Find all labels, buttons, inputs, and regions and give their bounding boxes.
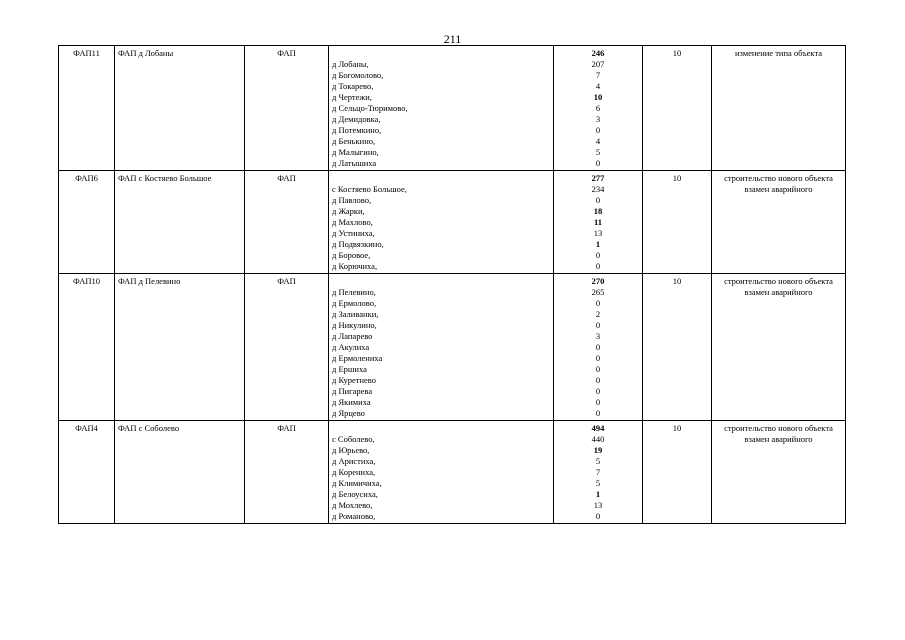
locality-population: 19 [593,445,603,455]
population-total: 494 [591,423,605,433]
locality-population: 265 [591,287,605,297]
locality-population: 1 [595,239,601,249]
locality-name: д Пигарева [332,386,373,396]
locality-name: д Бенькино, [332,136,376,146]
locality-name: д Ермолово, [332,298,377,308]
locality-name: д Акулиха [332,342,370,352]
locality-name: д Корючиха, [332,261,378,271]
locality-name: д Заливанки, [332,309,379,319]
locality-population: 3 [595,114,601,124]
locality-name: д Богомолово, [332,70,384,80]
localities-spacer [332,276,550,287]
locality-name: д Никулино, [332,320,377,330]
locality-name: д Малыгино, [332,147,379,157]
locality-name: д Ярцево [332,408,365,418]
locality-name: д Куретнево [332,375,376,385]
locality-name: д Латышиха [332,158,377,168]
facility-code-cell: ФАП11 [59,46,115,171]
facility-type-cell: ФАП [245,274,329,421]
locality-population: 0 [595,511,601,521]
table-row [59,421,846,524]
locality-name: д Павлово, [332,195,372,205]
locality-name: д Лобаны, [332,59,369,69]
facility-name-cell: ФАП с Костяево Большое [115,171,245,274]
facility-name-cell: ФАП д Лобаны [115,46,245,171]
locality-name: д Ершиха [332,364,367,374]
locality-population: 4 [595,136,601,146]
locality-name: д Сельцо-Тюримово, [332,103,408,113]
facility-table-body [59,46,846,524]
locality-name: д Токарево, [332,81,374,91]
locality-population: 7 [595,70,601,80]
locality-population: 0 [595,408,601,418]
locality-population: 0 [595,342,601,352]
population-total: 277 [591,173,605,183]
locality-population: 13 [593,228,603,238]
population-cell [554,421,643,524]
locality-population: 234 [591,184,605,194]
locality-population: 10 [593,92,603,102]
facility-type-cell: ФАП [245,171,329,274]
locality-name: д Якимиха [332,397,371,407]
table-row [59,171,846,274]
locality-population: 0 [595,386,601,396]
population-cell [554,274,643,421]
page-number: 211 [443,32,462,46]
table-row [59,274,846,421]
note-cell: изменение типа объекта [712,46,846,171]
locality-population: 0 [595,298,601,308]
locality-population: 1 [595,489,601,499]
locality-name: д Чертежи, [332,92,372,102]
facility-name-cell: ФАП д Пелевино [115,274,245,421]
locality-name: д Аристиха, [332,456,376,466]
locality-name: д Жарки, [332,206,365,216]
locality-population: 2 [595,309,601,319]
locality-name: д Белоусиха, [332,489,378,499]
locality-population: 3 [595,331,601,341]
locality-name: д Боровое, [332,250,371,260]
locality-population: 0 [595,250,601,260]
locality-name: д Демидовка, [332,114,381,124]
locality-population: 0 [595,320,601,330]
locality-population: 0 [595,195,601,205]
locality-population: 11 [593,217,603,227]
locality-name: с Костяево Большое, [332,184,407,194]
note-cell: строительство нового объекта взамен аварийного [712,421,846,524]
population-cell [554,46,643,171]
locality-population: 207 [591,59,605,69]
facility-code-cell: ФАП4 [59,421,115,524]
table-row [59,46,846,171]
locality-population: 5 [595,478,601,488]
radius-cell: 10 [643,274,712,421]
locality-population: 0 [595,125,601,135]
localities-spacer [332,423,550,434]
locality-population: 5 [595,147,601,157]
locality-name: д Подвязкино, [332,239,384,249]
localities-cell [329,171,554,274]
locality-population: 0 [595,364,601,374]
localities-spacer [332,48,550,59]
locality-population: 0 [595,353,601,363]
locality-name: д Романово, [332,511,376,521]
facility-table [58,45,846,524]
radius-cell: 10 [643,46,712,171]
population-total: 270 [591,276,605,286]
locality-population: 13 [593,500,603,510]
locality-name: с Соболево, [332,434,375,444]
facility-code-cell: ФАП10 [59,274,115,421]
radius-cell: 10 [643,171,712,274]
localities-cell [329,46,554,171]
locality-population: 6 [595,103,601,113]
locality-population: 7 [595,467,601,477]
locality-population: 0 [595,261,601,271]
localities-cell [329,421,554,524]
note-cell: строительство нового объекта взамен аварийного [712,274,846,421]
locality-name: д Пелевино, [332,287,376,297]
locality-name: д Корениха, [332,467,376,477]
localities-cell [329,274,554,421]
locality-name: д Ермолениха [332,353,383,363]
locality-name: д Климичиха, [332,478,382,488]
locality-name: д Мохлево, [332,500,373,510]
locality-name: д Устиниха, [332,228,375,238]
locality-name: д Потемкино, [332,125,382,135]
locality-population: 440 [591,434,605,444]
locality-name: д Махлово, [332,217,373,227]
localities-spacer [332,173,550,184]
locality-population: 5 [595,456,601,466]
note-cell: строительство нового объекта взамен аварийного [712,171,846,274]
facility-code-cell: ФАП6 [59,171,115,274]
locality-population: 18 [593,206,603,216]
locality-population: 0 [595,158,601,168]
facility-type-cell: ФАП [245,421,329,524]
locality-population: 4 [595,81,601,91]
locality-population: 0 [595,375,601,385]
radius-cell: 10 [643,421,712,524]
population-cell [554,171,643,274]
facility-type-cell: ФАП [245,46,329,171]
locality-name: д Юрьево, [332,445,370,455]
facility-name-cell: ФАП с Соболево [115,421,245,524]
locality-name: д Лапарево [332,331,373,341]
locality-population: 0 [595,397,601,407]
population-total: 246 [591,48,605,58]
